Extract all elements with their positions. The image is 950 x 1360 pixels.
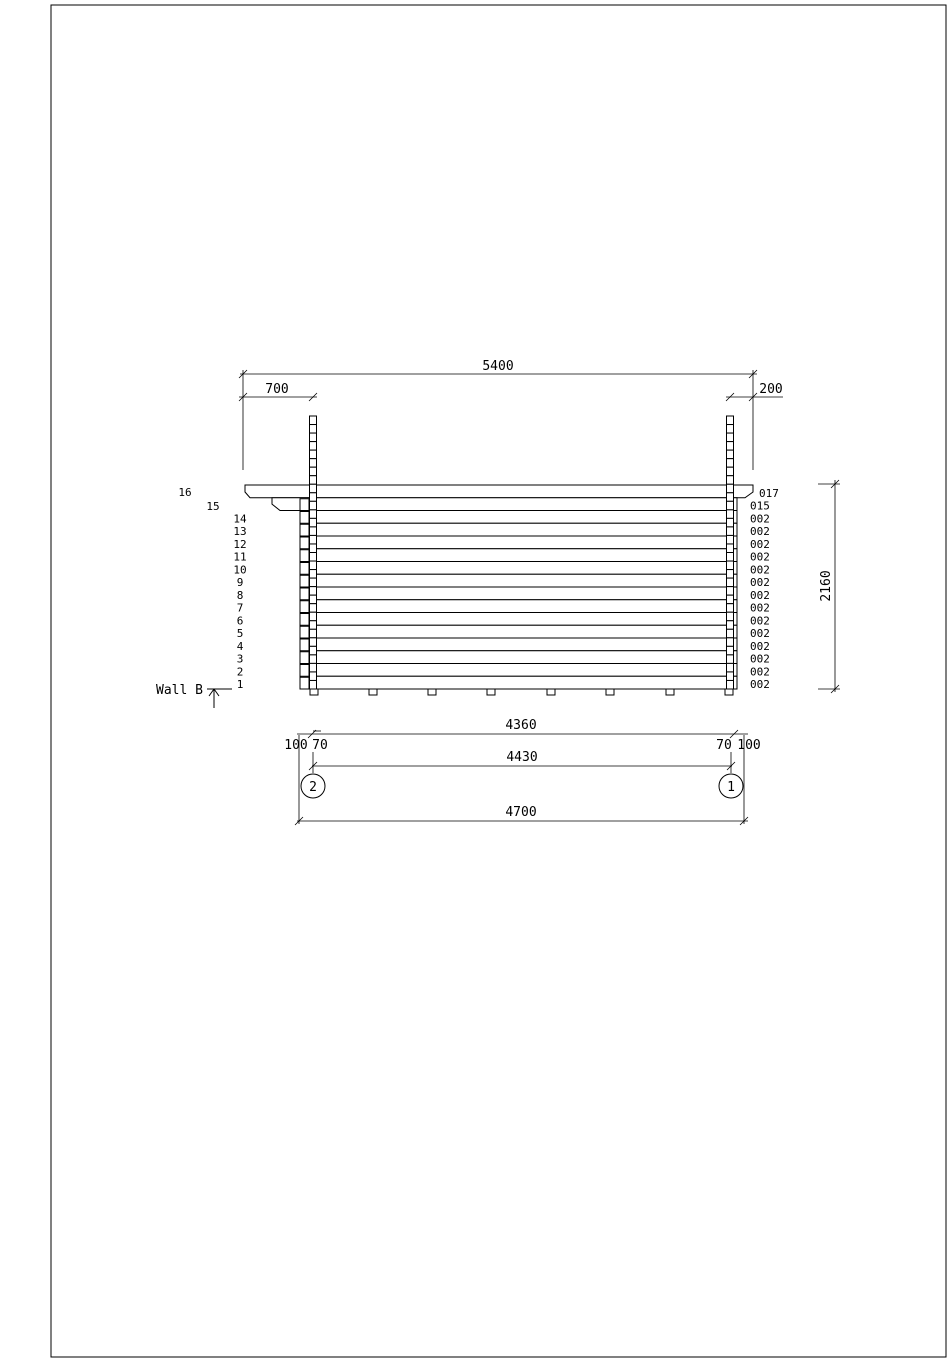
corner-post-right-block xyxy=(727,663,734,672)
row-code: 002 xyxy=(750,512,770,526)
log-end-left xyxy=(300,639,309,651)
corner-post-right-block xyxy=(727,442,734,451)
corner-post-right-block xyxy=(727,680,734,689)
corner-post-right-block xyxy=(727,570,734,579)
corner-post-right-block xyxy=(727,655,734,664)
corner-post-right-block xyxy=(727,629,734,638)
row-code: 002 xyxy=(750,639,770,653)
log-end-left xyxy=(300,652,309,664)
foundation-block xyxy=(487,689,495,695)
log-4 xyxy=(300,638,737,651)
foundation-block xyxy=(666,689,674,695)
row-code: 002 xyxy=(750,665,770,679)
row-number: 2 xyxy=(236,665,244,679)
row-number: 6 xyxy=(236,614,244,628)
corner-post-left-block xyxy=(310,655,317,664)
corner-post-left-block xyxy=(310,450,317,459)
log-8 xyxy=(300,587,737,600)
row-number: 9 xyxy=(236,576,244,589)
corner-post-left-block xyxy=(310,672,317,681)
corner-post-right-block xyxy=(727,493,734,502)
corner-post-left-block xyxy=(310,629,317,638)
row-number: 13 xyxy=(233,525,247,538)
row-number: 7 xyxy=(236,601,244,615)
corner-post-right-block xyxy=(727,612,734,621)
corner-post-right-block xyxy=(727,553,734,562)
row-code: 015 xyxy=(750,499,770,513)
log-16 xyxy=(245,485,753,498)
axis-label-left: 2 xyxy=(309,780,317,795)
row-number: 5 xyxy=(236,627,244,640)
row-code: 002 xyxy=(750,678,770,691)
corner-post-left-block xyxy=(310,570,317,579)
dim-left-offset: 100 xyxy=(284,738,308,753)
corner-post-right-block xyxy=(727,646,734,655)
corner-post-left-block xyxy=(310,442,317,451)
corner-post-right-block xyxy=(727,459,734,468)
corner-post-left-block xyxy=(310,459,317,468)
dim-wall-height: 2160 xyxy=(819,570,834,602)
top-dimensions xyxy=(239,359,783,470)
corner-post-right-block xyxy=(727,587,734,596)
foundation-block xyxy=(428,689,436,695)
row-number: 12 xyxy=(233,537,247,551)
wall-label: Wall B xyxy=(156,683,203,698)
corner-post-left-block xyxy=(310,416,317,425)
corner-post-right-block xyxy=(727,510,734,519)
row-number: 15 xyxy=(206,499,220,513)
corner-post-right-block xyxy=(727,621,734,630)
log-7 xyxy=(300,600,737,613)
corner-post-left-block xyxy=(310,484,317,493)
log-15 xyxy=(272,498,737,511)
log-end-left xyxy=(300,499,309,511)
log-11 xyxy=(300,549,737,562)
corner-post-right-block xyxy=(727,425,734,434)
log-12 xyxy=(300,536,737,549)
corner-post-left-block xyxy=(310,467,317,476)
corner-post-right-block xyxy=(727,527,734,536)
row-code: 017 xyxy=(759,486,779,500)
corner-post-left-block xyxy=(310,535,317,544)
corner-post-left-block xyxy=(310,604,317,613)
row-number: 16 xyxy=(178,486,192,499)
log-10 xyxy=(300,562,737,575)
corner-post-right-block xyxy=(727,595,734,604)
corner-post-left-block xyxy=(310,425,317,434)
corner-post-right-block xyxy=(727,578,734,587)
log-end-left xyxy=(300,537,309,549)
corner-post-right-block xyxy=(727,416,734,425)
log-6 xyxy=(300,613,737,626)
dim-total-base: 4700 xyxy=(505,805,537,820)
corner-post-right-block xyxy=(727,450,734,459)
log-end-left xyxy=(300,512,309,524)
corner-post-right-block xyxy=(727,604,734,613)
log-end-left xyxy=(300,665,309,677)
plan-dimensions xyxy=(284,718,760,825)
log-13 xyxy=(300,523,737,536)
dim-right-offset: 100 xyxy=(737,738,761,753)
corner-post-left-block xyxy=(310,578,317,587)
axis-label-right: 1 xyxy=(727,780,735,795)
foundation-block xyxy=(725,689,733,695)
log-5 xyxy=(300,625,737,638)
row-code: 002 xyxy=(750,588,770,602)
corner-post-left-block xyxy=(310,680,317,689)
row-code: 002 xyxy=(750,627,770,640)
foundation-block xyxy=(547,689,555,695)
log-end-left xyxy=(300,563,309,575)
foundation-block xyxy=(310,689,318,695)
corner-post-left-block xyxy=(310,663,317,672)
log-9 xyxy=(300,574,737,587)
row-code: 002 xyxy=(750,601,770,615)
row-number: 4 xyxy=(236,639,244,653)
row-code: 002 xyxy=(750,537,770,551)
row-number: 11 xyxy=(233,550,247,564)
dim-left-inner: 70 xyxy=(312,738,328,753)
corner-post-right-block xyxy=(727,501,734,510)
row-code: 002 xyxy=(750,525,770,538)
foundation-block xyxy=(369,689,377,695)
row-code: 002 xyxy=(750,614,770,628)
log-14 xyxy=(300,511,737,524)
corner-post-right-block xyxy=(727,467,734,476)
corner-post-left-block xyxy=(310,544,317,553)
wall-marker xyxy=(156,683,232,708)
dim-axis-span: 4430 xyxy=(506,750,538,765)
log-1 xyxy=(300,676,737,689)
foundation-block xyxy=(606,689,614,695)
corner-post-left-block xyxy=(310,476,317,485)
dim-left-overhang: 700 xyxy=(265,382,289,397)
log-2 xyxy=(300,664,737,677)
corner-post-left-block xyxy=(310,493,317,502)
log-end-left xyxy=(300,626,309,638)
log-end-left xyxy=(300,677,309,689)
log-3 xyxy=(300,651,737,664)
row-number: 14 xyxy=(233,512,247,526)
corner-post-left-block xyxy=(310,638,317,647)
log-end-left xyxy=(300,588,309,600)
row-code: 002 xyxy=(750,550,770,564)
wall-elevation xyxy=(178,416,779,695)
corner-post-left-block xyxy=(310,527,317,536)
corner-post-right-block xyxy=(727,433,734,442)
row-number: 1 xyxy=(236,678,244,691)
row-code: 002 xyxy=(750,652,770,666)
log-end-left xyxy=(300,575,309,587)
corner-post-left-block xyxy=(310,587,317,596)
log-end-left xyxy=(300,614,309,626)
row-number: 8 xyxy=(236,588,244,602)
dim-right-overhang: 200 xyxy=(759,382,783,397)
corner-post-left-block xyxy=(310,501,317,510)
dim-right-inner: 70 xyxy=(716,738,732,753)
corner-post-left-block xyxy=(310,433,317,442)
corner-post-left-block xyxy=(310,595,317,604)
log-end-left xyxy=(300,601,309,613)
corner-post-right-block xyxy=(727,484,734,493)
corner-post-right-block xyxy=(727,544,734,553)
corner-post-left-block xyxy=(310,510,317,519)
dim-overall-top: 5400 xyxy=(482,359,514,374)
row-number: 3 xyxy=(236,652,244,666)
corner-post-right-block xyxy=(727,672,734,681)
corner-post-left-block xyxy=(310,612,317,621)
corner-post-left-block xyxy=(310,518,317,527)
log-end-left xyxy=(300,524,309,536)
corner-post-right-block xyxy=(727,638,734,647)
corner-post-right-block xyxy=(727,518,734,527)
corner-post-left-block xyxy=(310,646,317,655)
corner-post-left-block xyxy=(310,561,317,570)
log-end-left xyxy=(300,550,309,562)
height-dimension xyxy=(818,480,840,693)
corner-post-left-block xyxy=(310,553,317,562)
corner-post-right-block xyxy=(727,476,734,485)
dim-log-span: 4360 xyxy=(505,718,537,733)
row-code: 002 xyxy=(750,563,770,577)
corner-post-right-block xyxy=(727,535,734,544)
row-code: 002 xyxy=(750,576,770,589)
row-number: 10 xyxy=(233,563,247,577)
corner-post-left-block xyxy=(310,621,317,630)
corner-post-right-block xyxy=(727,561,734,570)
